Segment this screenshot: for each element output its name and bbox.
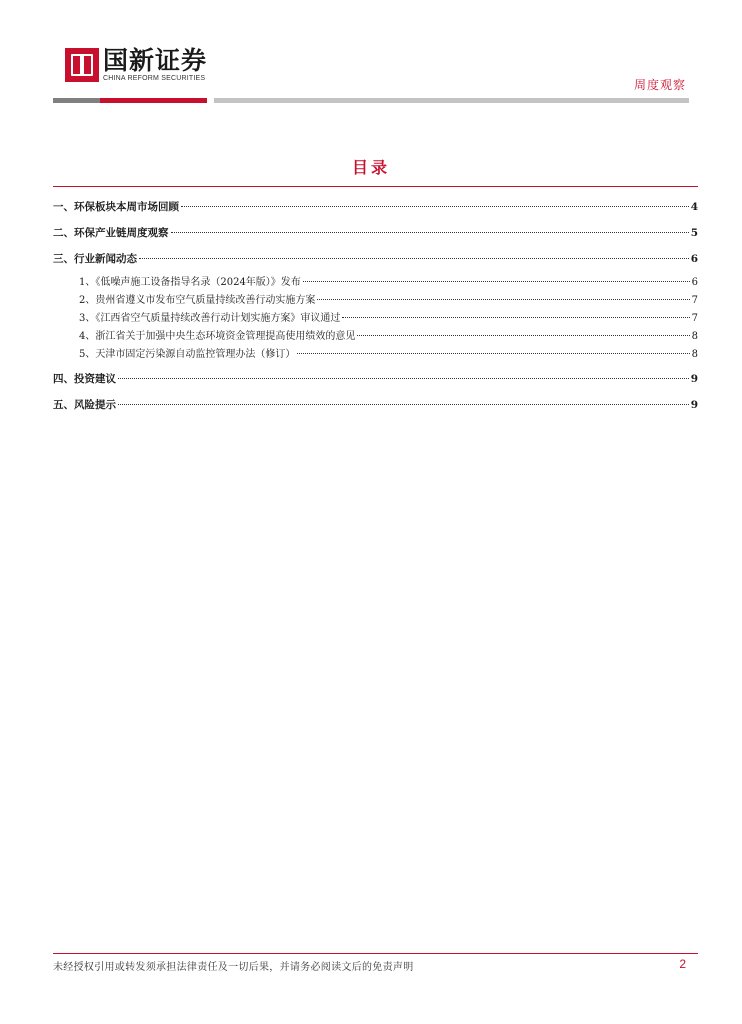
footer-disclaimer: 未经授权引用或转发须承担法律责任及一切后果，并请务必阅读文后的免责声明 (53, 962, 414, 973)
toc-entry-label: 二、环保产业链周度观察 (53, 227, 169, 239)
toc-subentry[interactable] (53, 276, 698, 290)
toc-entry-label: 三、行业新闻动态 (53, 253, 137, 265)
toc-leader (303, 281, 690, 282)
header-bar-red (100, 98, 207, 103)
toc-entry-page: 9 (690, 399, 698, 411)
toc-subentry[interactable] (53, 348, 698, 362)
toc-leader (342, 317, 689, 318)
toc-entry[interactable] (53, 200, 698, 214)
toc-entry-page: 7 (691, 313, 698, 324)
toc-leader (357, 335, 689, 336)
toc-entry-page: 6 (691, 277, 698, 288)
toc-entry-label: 1、《低噪声施工设备指导名录（2024年版）》发布 (79, 277, 301, 288)
toc-leader (118, 378, 689, 379)
toc-leader (297, 353, 689, 354)
toc-entry-label: 3、《江西省空气质量持续改善行动计划实施方案》审议通过 (79, 313, 341, 324)
toc-subentry[interactable] (53, 330, 698, 344)
toc-entry-page: 9 (690, 373, 698, 385)
toc-entry[interactable] (53, 226, 698, 240)
toc-entry-page: 8 (691, 349, 698, 360)
page-number: 2 (679, 957, 686, 971)
toc-subentry[interactable] (53, 312, 698, 326)
toc-leader (171, 232, 689, 233)
logo-name-en: CHINA REFORM SECURITIES (103, 75, 206, 82)
toc-entry-label: 2、贵州省遵义市发布空气质量持续改善行动实施方案 (79, 295, 316, 306)
logo-mark-icon (65, 48, 99, 82)
toc-leader (317, 299, 689, 300)
logo-text (103, 47, 207, 83)
toc-leader (139, 258, 689, 259)
header-bar-light (214, 98, 689, 103)
toc-leader (118, 404, 689, 405)
toc-subentry[interactable] (53, 294, 698, 308)
toc-entry[interactable] (53, 252, 698, 266)
toc-entry-page: 5 (690, 227, 698, 239)
toc-leader (181, 206, 689, 207)
toc-entry[interactable] (53, 398, 698, 412)
toc-entry[interactable] (53, 372, 698, 386)
logo-name-cn: 国新证券 (103, 46, 208, 75)
toc-entry-label: 4、浙江省关于加强中央生态环境资金管理提高使用绩效的意见 (79, 331, 356, 342)
toc-entry-page: 4 (690, 201, 698, 213)
toc-entry-page: 8 (691, 331, 698, 342)
toc-title: 目录 (351, 158, 390, 177)
report-type: 周度观察 (633, 78, 686, 92)
footer-divider (53, 953, 698, 954)
toc-entry-label: 5、天津市固定污染源自动监控管理办法（修订） (79, 349, 296, 360)
header-bar-dark (53, 98, 100, 103)
toc-entry-label: 五、风险提示 (53, 399, 116, 411)
toc-entry-label: 四、投资建议 (53, 373, 116, 385)
toc-entry-label: 一、环保板块本周市场回顾 (53, 201, 179, 213)
company-logo (65, 47, 207, 83)
toc-entry-page: 7 (691, 295, 698, 306)
toc-entry-page: 6 (690, 253, 698, 265)
title-divider (53, 186, 698, 187)
